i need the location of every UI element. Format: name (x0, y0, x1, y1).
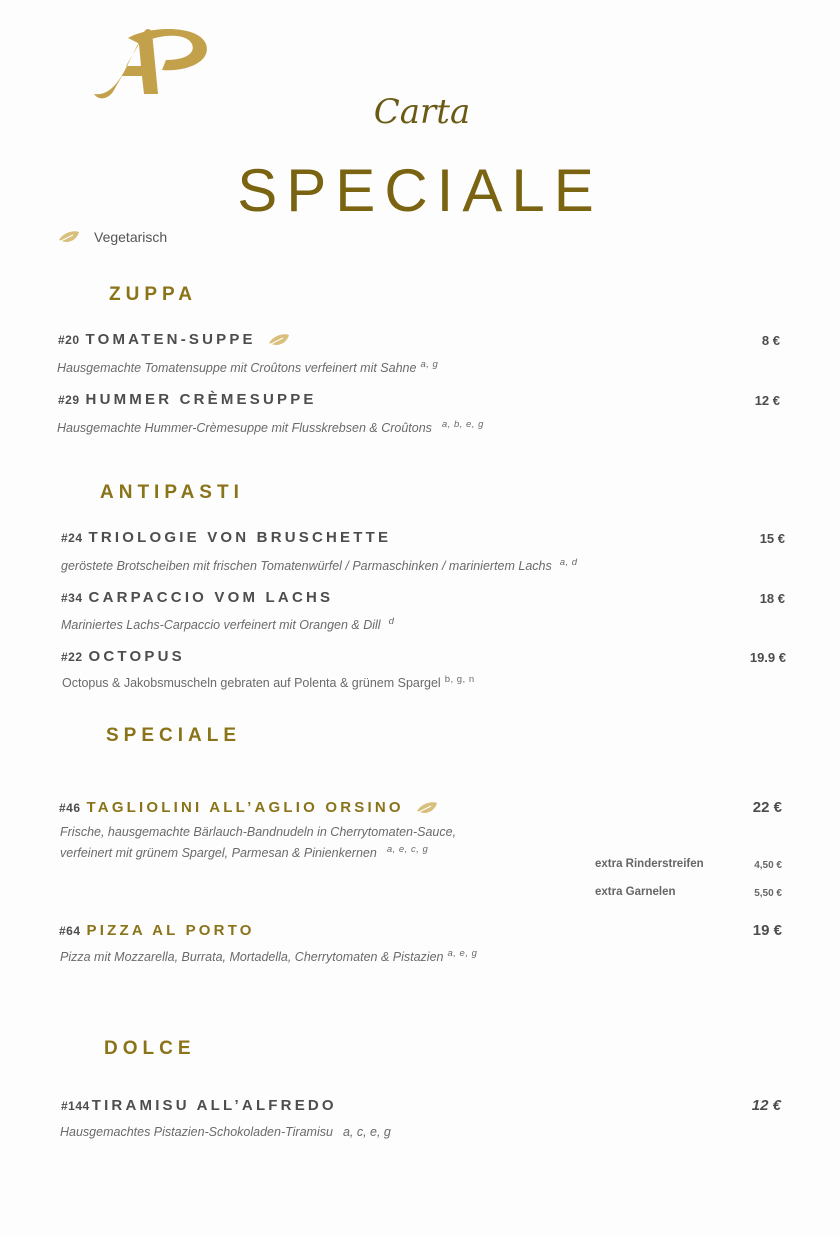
item-price: 8 € (761, 333, 780, 348)
allergens: a, e, g (447, 948, 478, 959)
menu-item-title (61, 1097, 337, 1114)
menu-item-title (61, 529, 391, 546)
section-title-dolce: DOLCE (104, 1038, 196, 1059)
item-price: 12 € (751, 1097, 781, 1114)
item-name: HUMMER CRÈMESUPPE (85, 391, 317, 408)
item-name: TIRAMISU ALL’ALFREDO (91, 1097, 337, 1114)
item-number: #24 (61, 530, 83, 545)
item-name: TOMATEN-SUPPE (85, 331, 256, 348)
menu-item-title (61, 648, 185, 665)
allergens: a, b, e, g (441, 419, 484, 430)
item-price: 19.9 € (749, 650, 786, 665)
menu-item-title (59, 922, 255, 939)
extra-option-label: extra Rinderstreifen (595, 858, 704, 870)
vegetarian-legend (58, 229, 167, 245)
allergens: b, g, n (444, 674, 475, 685)
page-title: SPECIALE (237, 157, 603, 224)
description-text: Hausgemachte Hummer-Crèmesuppe mit Flusskrebsen & Croûtons (57, 421, 432, 436)
item-number: #34 (61, 590, 83, 605)
extra-option-price: 5,50 € (754, 888, 782, 899)
description-text: Hausgemachte Tomatensuppe mit Croûtons verfeinert mit Sahne (57, 361, 417, 376)
item-number: #46 (59, 800, 81, 815)
item-description-line2 (60, 844, 428, 860)
item-number: #22 (61, 649, 83, 664)
menu-item-title (58, 391, 317, 408)
description-text: geröstete Brotscheiben mit frischen Tomatenwürfel / Parmaschinken / mariniertem Lachs (61, 559, 552, 574)
extra-option-price: 4,50 € (754, 860, 782, 871)
item-name: PIZZA AL PORTO (86, 922, 255, 939)
item-name: OCTOPUS (88, 648, 185, 665)
item-description (57, 419, 484, 435)
item-number: #29 (58, 392, 80, 407)
description-text: verfeinert mit grünem Spargel, Parmesan & Pinienkernen (60, 846, 377, 861)
item-number: #64 (59, 923, 81, 938)
section-title-zuppa: ZUPPA (109, 284, 197, 305)
description-text: Octopus & Jakobsmuscheln gebraten auf Polenta & grünem Spargel (62, 676, 441, 691)
item-description-line1: Frische, hausgemachte Bärlauch-Bandnudeln in Cherrytomaten-Sauce, (60, 825, 457, 839)
allergens: a, d (559, 557, 578, 568)
allergens: a, g (420, 359, 439, 370)
extra-option-label: extra Garnelen (595, 886, 676, 898)
leaf-icon (416, 801, 438, 815)
item-description (61, 557, 578, 573)
allergens: a, e, c, g (386, 844, 429, 855)
item-number: #144 (61, 1098, 90, 1113)
section-title-antipasti: ANTIPASTI (100, 482, 244, 503)
leaf-icon (268, 333, 290, 347)
item-description (62, 674, 475, 690)
leaf-icon (58, 230, 80, 244)
item-description (61, 616, 394, 632)
item-price: 12 € (754, 393, 780, 408)
section-title-speciale: SPECIALE (106, 725, 242, 746)
item-price: 22 € (752, 799, 782, 816)
item-description (57, 359, 438, 375)
menu-item-title (59, 799, 438, 816)
description-text: Mariniertes Lachs-Carpaccio verfeinert mit Orangen & Dill (61, 618, 381, 633)
item-description (60, 1125, 391, 1139)
item-price: 15 € (759, 531, 785, 546)
description-text: Pizza mit Mozzarella, Burrata, Mortadella, Cherrytomaten & Pistazien (60, 950, 444, 965)
item-name: TRIOLOGIE VON BRUSCHETTE (88, 529, 392, 546)
menu-item-title (58, 331, 290, 348)
allergens: d (388, 616, 395, 627)
item-name: CARPACCIO VOM LACHS (88, 589, 334, 606)
item-price: 19 € (752, 922, 782, 939)
allergens: a, c, e, g (342, 1125, 391, 1139)
legend-label: Vegetarisch (94, 229, 168, 245)
menu-item-title (61, 589, 333, 606)
item-price: 18 € (759, 591, 785, 606)
item-number: #20 (58, 332, 80, 347)
item-description (60, 948, 477, 964)
description-text: Hausgemachtes Pistazien-Schokoladen-Tiramisu (60, 1125, 333, 1139)
script-title: Carta (373, 92, 471, 132)
item-name: TAGLIOLINI ALL’AGLIO ORSINO (86, 799, 404, 816)
